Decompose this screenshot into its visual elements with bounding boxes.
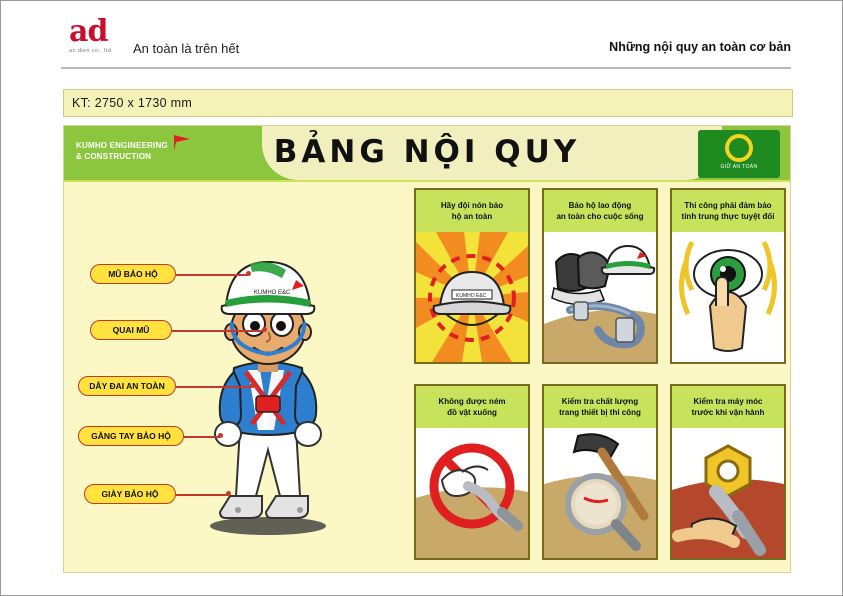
rule-card-honesty-line2: tính trung thực tuyệt đối [681, 212, 775, 221]
helmet-rays-icon [416, 232, 528, 362]
size-bar [63, 89, 793, 117]
rule-card-ppe-line1: Bảo hộ lao động [568, 201, 632, 210]
mascot-section [70, 186, 400, 568]
leader-dot-helmet [246, 271, 251, 276]
rule-card-no-throwing[interactable] [414, 384, 530, 560]
rule-card-helmet-line1: Hãy đội nón bảo [440, 201, 504, 210]
hammer-magnifier-icon [544, 428, 656, 558]
rule-card-inspect-equipment-caption [544, 386, 656, 428]
callout-chinstrap-label: QUAI MŨ [112, 325, 150, 335]
no-throwing-tools-icon [416, 428, 528, 558]
rule-card-inspect-equipment-line1: Kiểm tra chất lượng [561, 397, 639, 406]
rule-card-inspect-machine-caption [672, 386, 784, 428]
rule-card-inspect-equipment-line2: trang thiết bị thi công [559, 408, 641, 417]
leader-line-chinstrap [172, 330, 264, 332]
callout-harness-label: DÂY ĐAI AN TOÀN [89, 381, 165, 391]
rule-card-ppe-caption [544, 190, 656, 232]
helmet-brand-text: KUMHO E&C [254, 290, 291, 296]
rule-card-helmet-caption [416, 190, 528, 232]
callout-gloves-label: GĂNG TAY BẢO HỘ [91, 431, 171, 441]
callout-harness[interactable] [78, 376, 176, 396]
leader-line-gloves [184, 436, 220, 438]
safety-badge [698, 130, 780, 178]
rule-card-inspect-machine-line1: Kiểm tra máy móc [693, 397, 763, 406]
rule-card-inspect-machine-line2: trước khi vận hành [691, 408, 765, 417]
eye-hand-icon [672, 232, 784, 362]
logo-subtitle: an dien co., ltd. [69, 48, 114, 54]
rule-card-ppe-art [544, 232, 656, 362]
leader-dot-harness [250, 383, 255, 388]
rule-card-no-throwing-caption [416, 386, 528, 428]
callout-gloves[interactable] [78, 426, 184, 446]
document-header [61, 15, 791, 61]
leader-line-boots [176, 494, 228, 496]
callout-boots-label: GIÀY BẢO HỘ [101, 489, 159, 499]
callout-chinstrap[interactable] [90, 320, 172, 340]
rule-card-inspect-equipment-art [544, 428, 656, 558]
company-logo [69, 14, 125, 61]
kumho-line-1: KUMHO ENGINEERING [76, 141, 168, 150]
rule-card-no-throwing-line2: đồ vật xuống [447, 408, 497, 417]
badge-ring-icon [725, 134, 753, 162]
rule-card-ppe[interactable] [542, 188, 658, 364]
leader-dot-boots [226, 491, 231, 496]
rule-card-honesty-caption [672, 190, 784, 232]
callout-helmet-label: MŨ BẢO HỘ [108, 269, 158, 279]
rule-card-no-throwing-art [416, 428, 528, 558]
rule-card-helmet[interactable] [414, 188, 530, 364]
rule-card-honesty[interactable] [670, 188, 786, 364]
leader-line-helmet [176, 274, 248, 276]
header-title: Những nội quy an toàn cơ bản [609, 40, 791, 54]
poster-artboard [63, 125, 791, 573]
logo-text: ad [69, 14, 108, 49]
header-slogan: An toàn là trên hết [133, 41, 240, 56]
rule-card-inspect-machine-art [672, 428, 784, 558]
rule-card-honesty-art [672, 232, 784, 362]
rule-card-inspect-machine[interactable] [670, 384, 786, 560]
rule-card-no-throwing-line1: Không được ném [438, 397, 506, 406]
boots-helmet-harness-icon [544, 232, 656, 362]
poster-header-band [64, 126, 790, 182]
badge-label: GIỮ AN TOÀN [720, 164, 758, 170]
callout-helmet[interactable] [90, 264, 176, 284]
rule-card-helmet-art [416, 232, 528, 362]
size-label: KT: 2750 x 1730 mm [72, 96, 193, 110]
kumho-line-2: & CONSTRUCTION [76, 152, 152, 161]
wrench-bolt-icon [672, 428, 784, 558]
rules-card-grid [414, 188, 786, 566]
svg-text:KUMHO E&C: KUMHO E&C [456, 293, 487, 299]
callout-boots[interactable] [84, 484, 176, 504]
header-divider [61, 67, 791, 69]
safety-worker-mascot [188, 238, 348, 538]
rule-card-helmet-line2: hộ an toàn [451, 212, 493, 221]
leader-line-harness [176, 386, 252, 388]
rule-card-ppe-line2: an toàn cho cuộc sống [556, 212, 644, 221]
rule-card-inspect-equipment[interactable] [542, 384, 658, 560]
poster-title: BẢNG NỘI QUY [273, 134, 581, 170]
leader-dot-chinstrap [262, 327, 267, 332]
rule-card-honesty-line1: Thi công phải đảm bảo [684, 201, 772, 210]
leader-dot-gloves [218, 433, 223, 438]
